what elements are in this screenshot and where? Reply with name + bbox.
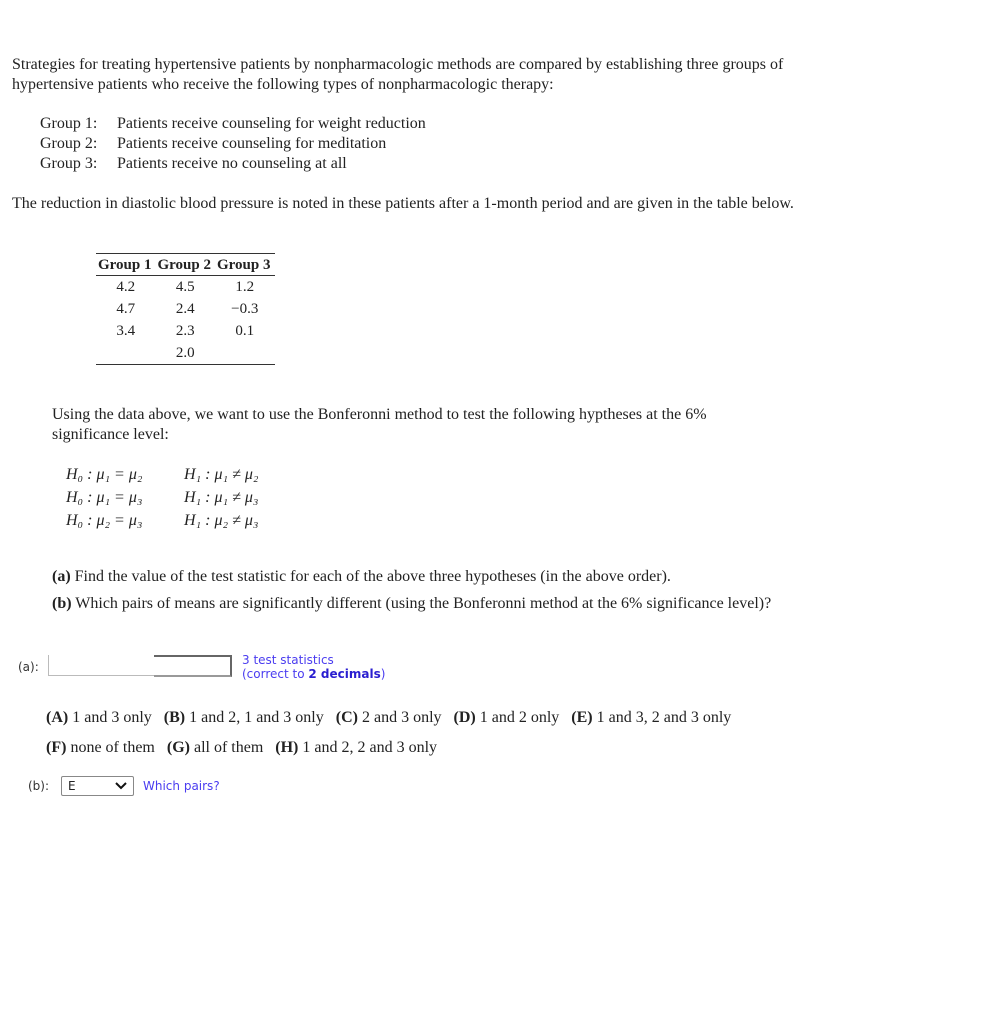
cell <box>96 342 156 365</box>
table-row <box>96 276 275 299</box>
cell: 0.1 <box>235 322 255 339</box>
option: (G) all of them <box>166 739 264 756</box>
table-row <box>96 298 275 320</box>
hint-line <box>242 667 385 681</box>
question-a <box>52 567 671 587</box>
option: (E) 1 and 3, 2 and 3 only <box>571 709 732 726</box>
group-label: Group 1: <box>40 115 98 132</box>
table-row <box>96 342 275 365</box>
option: (C) 2 and 3 only <box>335 709 442 726</box>
chevron-down-icon <box>115 782 127 790</box>
group-desc: Patients receive counseling for weight reduction <box>117 115 426 132</box>
option: (B) 1 and 2, 1 and 3 only <box>163 709 324 726</box>
alt-hypothesis: H₁ : μ₁ ≠ μ₃ <box>184 489 259 506</box>
group-desc: Patients receive no counseling at all <box>117 155 347 172</box>
table-row <box>96 320 275 342</box>
answer-a-hint <box>242 653 385 681</box>
group-item <box>40 114 426 134</box>
group-label: Group 3: <box>40 155 98 172</box>
alt-hypothesis: H₁ : μ₁ ≠ μ₂ <box>184 466 259 483</box>
options-row-1 <box>46 709 731 727</box>
hint-text: (correct to <box>242 667 309 681</box>
cell: 2.4 <box>175 300 195 317</box>
table-intro: The reduction in diastolic blood pressure is noted in these patients after a 1-month period and are given in the table below. <box>12 195 794 212</box>
group-desc: Patients receive counseling for meditation <box>117 135 387 152</box>
option: (F) none of them <box>46 739 155 756</box>
cell: 4.5 <box>175 278 195 295</box>
question-tag: (b) <box>52 595 72 612</box>
group-item <box>40 134 426 154</box>
null-hypothesis: H₀ : μ₁ = μ₂ <box>66 466 143 483</box>
cell: 1.2 <box>235 278 255 295</box>
cell: 2.0 <box>175 344 195 361</box>
answer-b-label: (b): <box>28 779 50 793</box>
answer-b-hint: Which pairs? <box>143 779 220 793</box>
answer-b-select[interactable] <box>61 776 134 796</box>
cell: 4.7 <box>116 300 136 317</box>
cell <box>215 342 275 365</box>
answer-a-label: (a): <box>18 660 39 674</box>
option: (A) 1 and 3 only <box>46 709 152 726</box>
group-label: Group 2: <box>40 135 98 152</box>
null-hypothesis: H₀ : μ₂ = μ₃ <box>66 512 143 529</box>
hint-text: ) <box>380 667 386 681</box>
cell: 4.2 <box>116 278 136 295</box>
hint-line: 3 test statistics <box>242 653 334 667</box>
options-row-2 <box>46 739 437 757</box>
selected-value: E <box>68 779 76 793</box>
question-text: Find the value of the test statistic for each of the above three hypotheses (in the above order). <box>74 568 671 585</box>
cell: 3.4 <box>116 322 136 339</box>
null-hypothesis: H₀ : μ₁ = μ₃ <box>66 489 143 506</box>
hint-bold: 2 decimals <box>308 667 381 681</box>
col-header: Group 1 <box>96 254 156 276</box>
option: (H) 1 and 2, 2 and 3 only <box>275 739 438 756</box>
col-header: Group 2 <box>156 254 216 276</box>
data-table <box>96 253 275 365</box>
group-list <box>40 114 426 174</box>
intro-text: Strategies for treating hypertensive patients by nonpharmacologic methods are compared by establishing three groups of hypertensive patients who receive the following types of nonpharmacologic therapy: <box>12 56 784 93</box>
option: (D) 1 and 2 only <box>453 709 560 726</box>
task-text: Using the data above, we want to use the Bonferonni method to test the following hyptheses at the 6% significance level: <box>52 406 707 443</box>
answer-a-input[interactable] <box>48 655 232 676</box>
col-header: Group 3 <box>215 254 275 276</box>
group-item <box>40 154 426 174</box>
cell: −0.3 <box>231 300 259 317</box>
question-tag: (a) <box>52 568 71 585</box>
question-b <box>52 594 771 614</box>
hypotheses <box>66 463 302 532</box>
question-text: Which pairs of means are significantly different (using the Bonferonni method at the 6% significance level)? <box>75 595 772 612</box>
cell: 2.3 <box>175 322 195 339</box>
alt-hypothesis: H₁ : μ₂ ≠ μ₃ <box>184 512 259 529</box>
